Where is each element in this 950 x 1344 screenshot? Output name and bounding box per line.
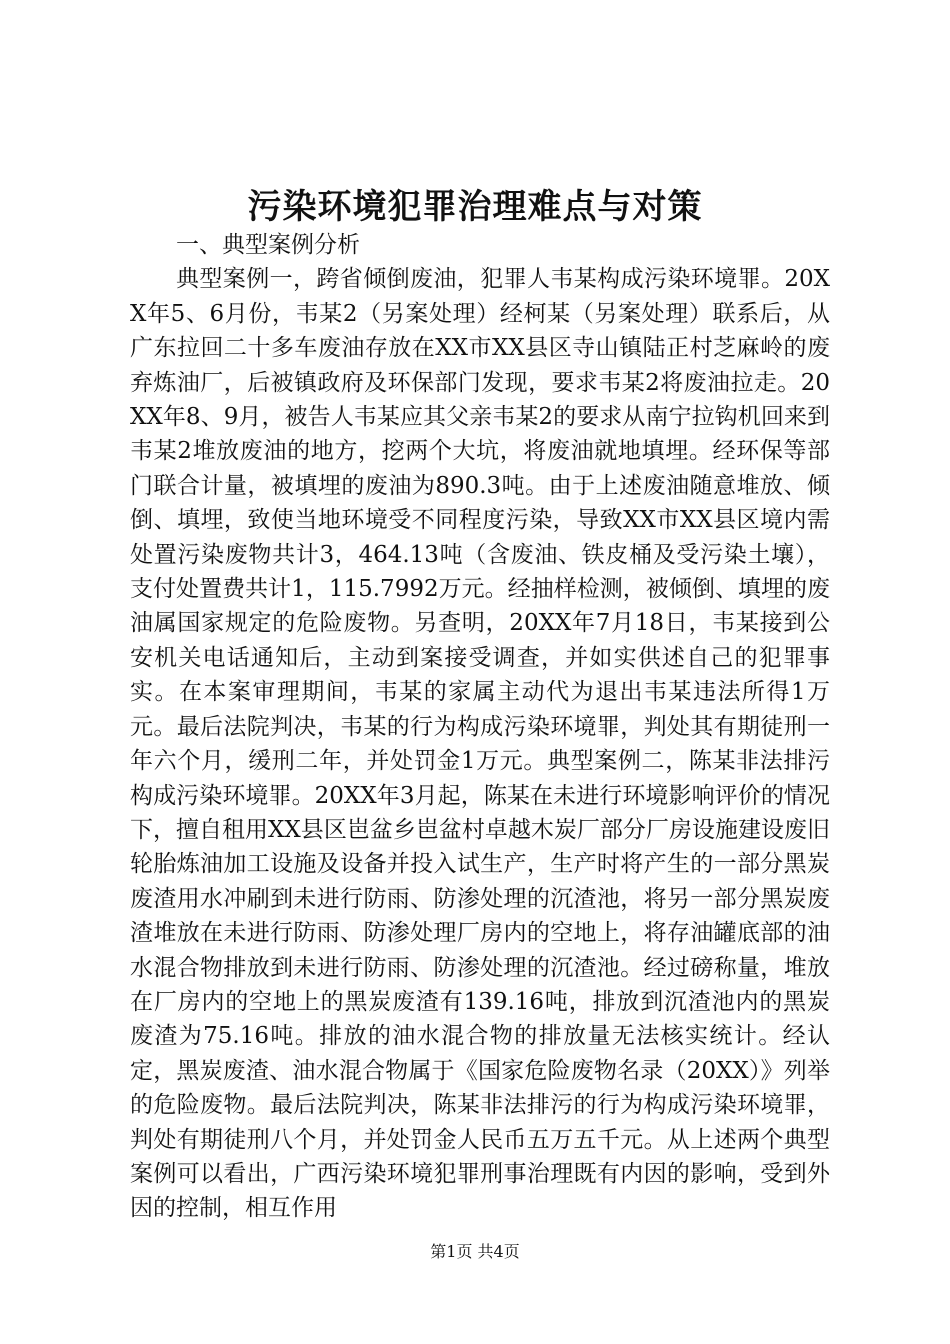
body-paragraph: 典型案例一，跨省倾倒废油，犯罪人韦某构成污染环境罪。20XX年5、6月份，韦某2（另案处理）经柯某（另案处理）联系后，从广东拉回二十多车废油存放在XX市XX县区寺山镇陆正村芝麻岭的废弃炼油厂，后被镇政府及环保部门发现，要求韦某2将废油拉走。20XX年8、9月，被告人韦某应其父亲韦某2的要求从南宁拉钩机回来到韦某2堆放废油的地方，挖两个大坑，将废油就地填埋。经环保等部门联合计量，被填埋的废油为890.3吨。由于上述废油随意堆放、倾倒、填埋，致使当地环境受不同程度污染，导致XX市XX县区境内需处置污染废物共计3，464.13吨（含废油、铁皮桶及受污染土壤），支付处置费共计1，115.7992万元。经抽样检测，被倾倒、填埋的废油属国家规定的危险废物。另查明，20XX年7月18日，韦某接到公安机关电话通知后，主动到案接受调查，并如实供述自己的犯罪事实。在本案审理期间，韦某的家属主动代为退出韦某违法所得1万元。最后法院判决，韦某的行为构成污染环境罪，判处其有期徒刑一年六个月，缓刑二年，并处罚金1万元。典型案例二，陈某非法排污构成污染环境罪。20XX年3月起，陈某在未进行环境影响评价的情况下，擅自租用XX县区岜盆乡岜盆村卓越木炭厂部分厂房设施建设废旧轮胎炼油加工设施及设备并投入试生产，生产时将产生的一部分黑炭废渣用水冲刷到未进行防雨、防渗处理的沉渣池，将另一部分黑炭废渣堆放在未进行防雨、防渗处理厂房内的空地上，将存油罐底部的油水混合物排放到未进行防雨、防渗处理的沉渣池。经过磅称量，堆放在厂房内的空地上的黑炭废渣有139.16吨，排放到沉渣池内的黑炭废渣为75.16吨。排放的油水混合物的排放量无法核实统计。经认定，黑炭废渣、油水混合物属于《国家危险废物名录（20XX）》列举的危险废物。最后法院判决，陈某非法排污的行为构成污染环境罪，判处有期徒刑八个月，并处罚金人民币五万五千元。从上述两个典型案例可以看出，广西污染环境犯罪刑事治理既有内因的影响，受到外因的控制，相互作用 — [130, 266, 830, 1222]
page-footer: 第1页 共4页 — [430, 1242, 520, 1261]
document-body — [130, 228, 830, 1226]
document-title: 污染环境犯罪治理难点与对策 — [247, 187, 703, 227]
section-heading: 一、典型案例分析 — [176, 232, 360, 258]
